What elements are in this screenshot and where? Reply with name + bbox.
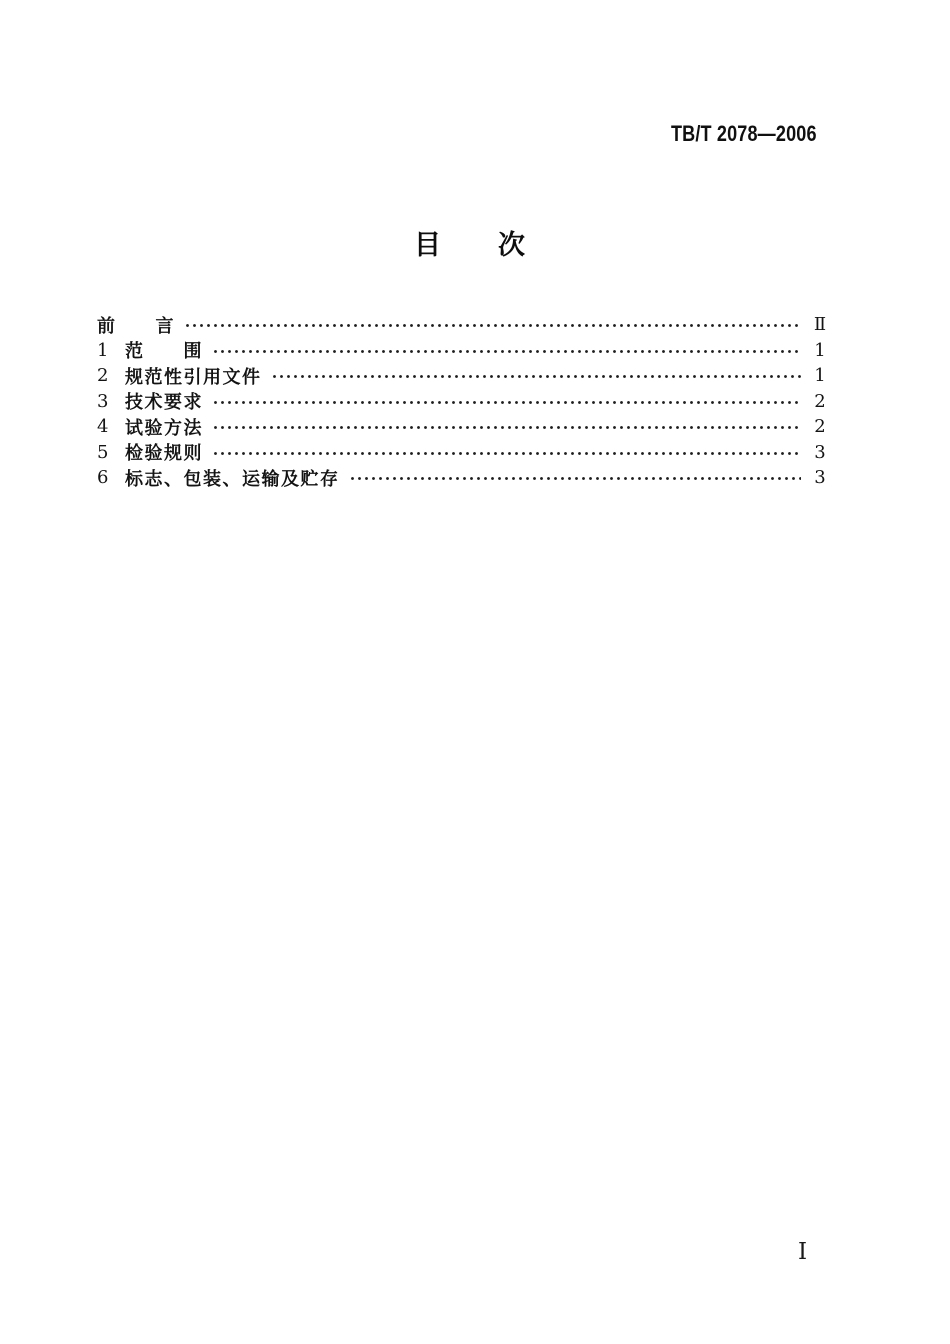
toc-entry-number: 1 [97, 339, 109, 361]
toc-entry [97, 312, 833, 338]
toc-entry-page: 2 [814, 416, 826, 438]
toc-entry [97, 440, 833, 466]
toc-entry-page: 1 [814, 339, 826, 361]
footer-page-number: Ⅰ [798, 1239, 808, 1265]
toc-entry [97, 465, 833, 491]
toc-entry [97, 338, 833, 364]
toc-list [97, 312, 833, 491]
toc-entry-number: 4 [97, 416, 109, 438]
toc-entry-title: 前 言 [97, 315, 175, 336]
standard-number: TB/T 2078—2006 [671, 121, 817, 146]
toc-entry [97, 389, 833, 415]
toc-dot-leader [271, 363, 802, 389]
toc-entry-number: 6 [97, 467, 109, 489]
toc-entry [97, 363, 833, 389]
toc-entry-title: 检验规则 [125, 443, 203, 464]
toc-entry-page: 3 [814, 441, 826, 463]
toc-dot-leader [349, 465, 802, 491]
toc-dot-leader [184, 312, 801, 338]
page-title: 目 次 [414, 230, 526, 260]
toc-entry-title: 技术要求 [125, 392, 203, 413]
toc-entry-title: 规范性引用文件 [125, 366, 262, 387]
toc-entry-page: 1 [814, 365, 826, 387]
toc-entry-title: 试验方法 [125, 417, 203, 438]
toc-entry-number: 2 [97, 365, 109, 387]
toc-dot-leader [212, 440, 801, 466]
toc-dot-leader [212, 414, 801, 440]
toc-dot-leader [212, 338, 801, 364]
toc-entry-page: 2 [814, 390, 826, 412]
toc-entry-page: Ⅱ [813, 314, 827, 336]
toc-entry-title: 标志、包装、运输及贮存 [125, 468, 340, 489]
toc-entry-number: 5 [97, 441, 109, 463]
toc-entry [97, 414, 833, 440]
toc-entry-number: 3 [97, 390, 109, 412]
toc-entry-page: 3 [814, 467, 826, 489]
toc-dot-leader [212, 389, 801, 415]
toc-entry-title: 范 围 [125, 341, 203, 362]
